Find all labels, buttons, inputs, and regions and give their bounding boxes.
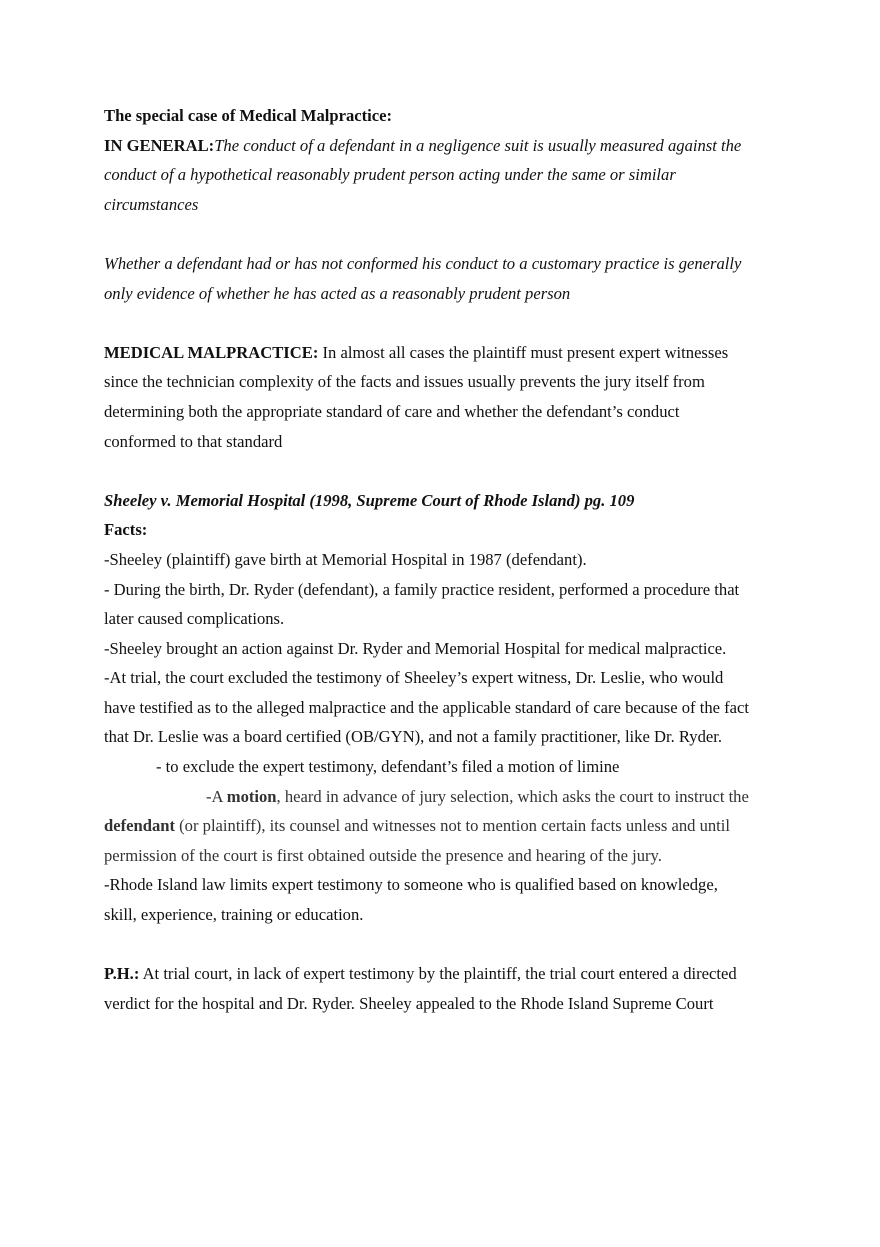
ph-text-1: At trial court, in lack of expert testimony by the plaintiff, the trial court entered a directed [139,964,737,984]
motion-definition-1: , heard in advance of jury selection, which asks the court to instruct the [276,786,749,806]
document-title: The special case of Medical Malpractice: [104,106,393,125]
motion-line-3: permission of the court is first obtained outside the presence and hearing of the jury. [104,845,662,865]
facts-heading: Facts: [104,520,148,540]
facts-line-4: -Sheeley brought an action against Dr. Ryder and Memorial Hospital for medical malpractice. [104,638,727,658]
in-general-line-3: circumstances [104,194,199,214]
spacer [104,219,784,249]
med-mal-text-1: In almost all cases the plaintiff must present expert witnesses [318,342,729,362]
facts-line-1: -Sheeley (plaintiff) gave birth at Memorial Hospital in 1987 (defendant). [104,549,587,569]
in-general-line-1 [104,131,784,161]
spacer [104,930,784,960]
whether-line-2: only evidence of whether he has acted as a reasonably prudent person [104,283,571,303]
med-mal-line-3: determining both the appropriate standard of care and whether the defendant’s conduct [104,401,680,421]
motion-definition-2: (or plaintiff), its counsel and witnesses not to mention certain facts unless and until [175,816,731,836]
in-general-text-1: The conduct of a defendant in a negligence suit is usually measured against the [214,135,742,155]
motion-prefix: -A [206,786,227,806]
in-general-label: IN GENERAL: [104,135,215,155]
document-body [104,101,784,1018]
facts-line-10: skill, experience, training or education. [104,905,364,925]
facts-line-5: -At trial, the court excluded the testimony of Sheeley’s expert witness, Dr. Leslie, who would [104,668,724,688]
facts-line-9: -Rhode Island law limits expert testimony to someone who is qualified based on knowledge, [104,875,718,895]
case-title: Sheeley v. Memorial Hospital (1998, Supreme Court of Rhode Island) pg. 109 [104,490,635,510]
med-mal-label: MEDICAL MALPRACTICE: [104,342,319,362]
med-mal-line-2: since the technician complexity of the facts and issues usually prevents the jury itself from [104,372,705,392]
motion-line-1 [104,782,784,812]
motion-line-2 [104,811,784,841]
defendant-term: defendant [104,816,175,836]
whether-line-1: Whether a defendant had or has not conformed his conduct to a customary practice is generally [104,253,742,273]
ph-label: P.H.: [104,964,140,984]
ph-line-2: verdict for the hospital and Dr. Ryder. Sheeley appealed to the Rhode Island Supreme Court [104,993,714,1013]
facts-line-7: that Dr. Leslie was a board certified (OB/GYN), and not a family practitioner, like Dr. Ryder. [104,727,722,747]
facts-line-2: - During the birth, Dr. Ryder (defendant), a family practice resident, performed a procedure that [104,579,740,599]
in-general-line-2: conduct of a hypothetical reasonably prudent person acting under the same or similar [104,165,676,185]
med-mal-line-4: conformed to that standard [104,431,283,451]
facts-line-8: - to exclude the expert testimony, defendant’s filed a motion of limine [156,757,620,777]
facts-line-6: have testified as to the alleged malpractice and the applicable standard of care because of the fact [104,697,749,717]
spacer [104,456,784,486]
motion-term: motion [226,786,277,806]
ph-line-1 [104,959,784,989]
med-mal-line-1 [104,338,784,368]
spacer [104,308,784,338]
facts-line-3: later caused complications. [104,609,285,629]
